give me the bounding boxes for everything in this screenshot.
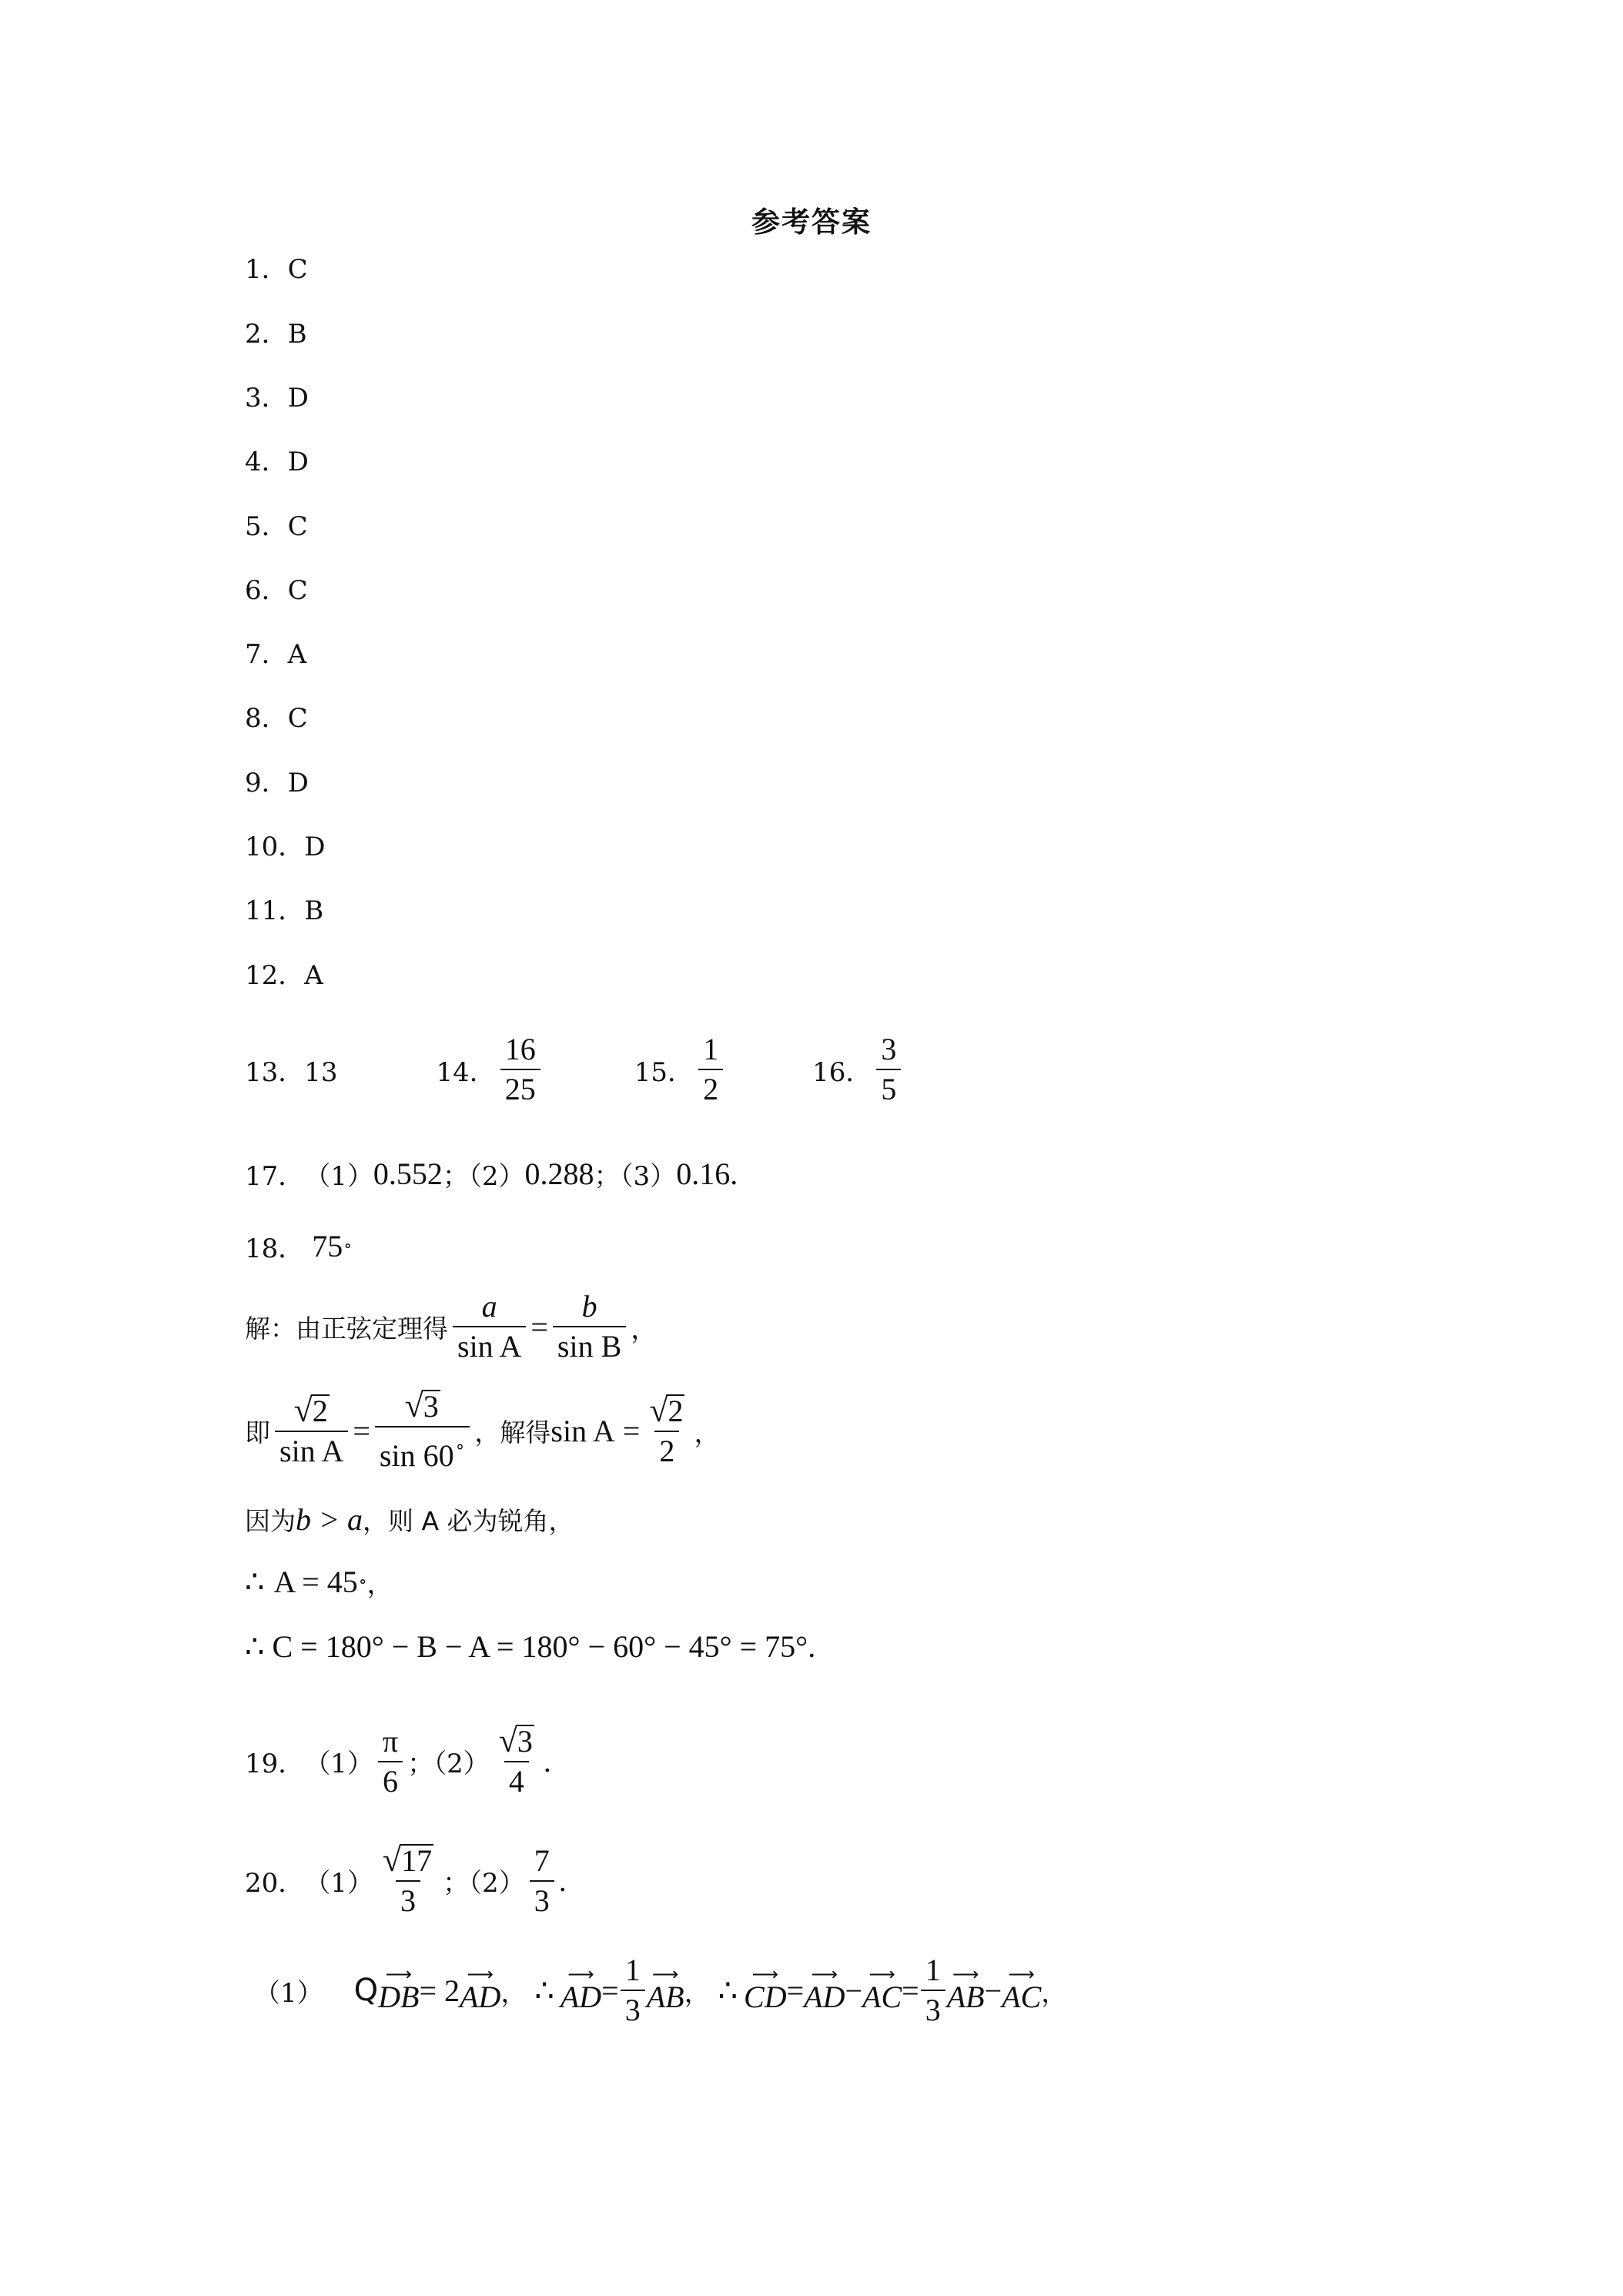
answer-item: 5．C bbox=[245, 511, 308, 542]
q18-step-4: ∴ A = 45 ∘ ， bbox=[245, 1565, 393, 1600]
q18-step-1: 解：由正弦定理得 $\frac{a}{\text{sin A}}$ = $\frac{b}{\text{sin B}}$ ， bbox=[245, 1289, 658, 1364]
answer-item: 9．D bbox=[245, 768, 309, 798]
answer-item: 8．C bbox=[245, 703, 308, 734]
q18-step-2: 即 √ 2 sin A = √ 3 sin 60∘ ，解得 sin A = √ 2 2 ， bbox=[245, 1387, 721, 1473]
q18-step-3: 因为 b > a ，则 A 必为锐角， bbox=[245, 1502, 574, 1537]
answer-item: 2．B bbox=[245, 319, 307, 350]
answer-row-13-16 bbox=[245, 1033, 905, 1106]
answer-item: 11．B bbox=[245, 895, 324, 926]
q14: 14． $\frac{16}{25}$ bbox=[437, 1033, 545, 1106]
answer-item: 12．A bbox=[245, 960, 323, 991]
q17: 17． （1） 0.552 ；（2） 0.288 ；（3） 0.16 . bbox=[245, 1156, 738, 1192]
q20: 20． （1） √ 17 3 ；（2） $\frac{7}{3}$ . bbox=[245, 1841, 567, 1918]
q16: 16． $\frac{3}{5}$ bbox=[812, 1033, 905, 1106]
answer-item: 3．D bbox=[245, 383, 309, 413]
q19: 19． （1） $\frac{\pi}{6}$ ；（2） √ 3 4 . bbox=[245, 1722, 551, 1799]
page-title: 参考答案 bbox=[751, 206, 872, 239]
q20-step-1: （1） Q ⟶ DB = 2 ⟶ AD ， ∴ ⟶ AD = $\frac{1}{3}$ ⟶ AB ， ∴ ⟶ CD = ⟶ AD − ⟶ AC = $\frac{1}{3}$ ⟶ AB − ⟶ AC ， bbox=[254, 1953, 1068, 2027]
q18-step-5: ∴ C = 180° − B − A = 180° − 60° − 45° = 75° . bbox=[245, 1629, 816, 1664]
answer-item: 1．C bbox=[245, 254, 308, 285]
answer-item: 4．D bbox=[245, 447, 309, 477]
answer-item: 10．D bbox=[245, 832, 326, 862]
q13: 13．13 bbox=[245, 1056, 338, 1088]
answer-item: 6．C bbox=[245, 575, 308, 606]
answer-item: 7．A bbox=[245, 639, 307, 670]
q18: 18． 75 ∘ bbox=[245, 1229, 353, 1264]
q15: 15． $\frac{1}{2}$ bbox=[634, 1033, 728, 1106]
